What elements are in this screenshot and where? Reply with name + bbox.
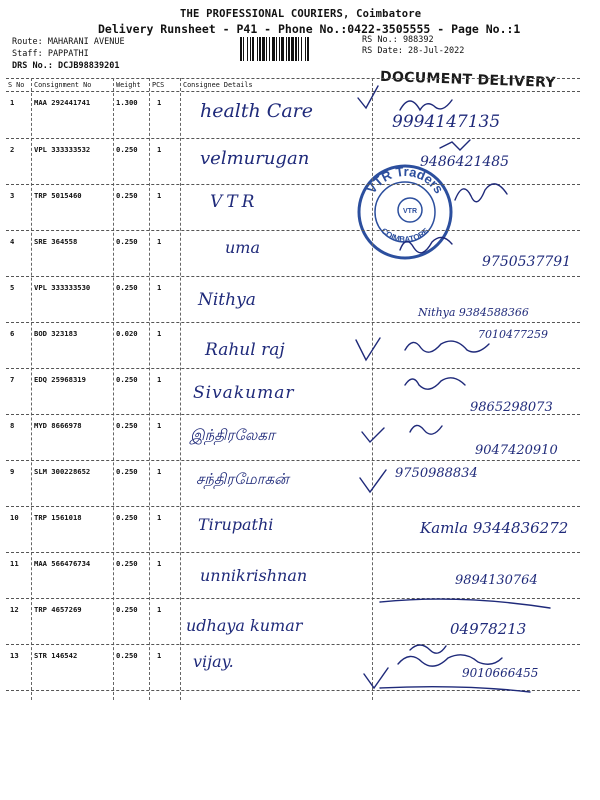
row-consignee: VTR [210,192,259,212]
row-consignment: EDQ 25968319 [34,375,86,384]
row-pcs: 1 [157,237,162,246]
row-consignment: STR 146542 [34,651,78,660]
row-sno: 8 [10,421,15,430]
svg-text:VTR Traders: VTR Traders [363,163,447,197]
barcode-bar [279,37,280,61]
row-delivery: 9894130764 [455,573,538,588]
row-consignment: TRP 5015460 [34,191,82,200]
row-rule [6,138,580,139]
drs-number: DRS No.: DCJB98839201 [12,61,120,71]
row-rule [6,184,580,185]
row-weight: 1.300 [116,98,138,107]
row-sno: 6 [10,329,15,338]
row-rule [6,506,580,507]
row-weight: 0.250 [116,191,138,200]
row-consignee: unnikrishnan [200,566,308,585]
staff-label: Staff: PAPPATHI [12,49,89,59]
row-pcs: 1 [157,421,162,430]
runsheet-title: Delivery Runsheet - P41 - Phone No.:0422-3505555 - Page No.:1 [98,22,521,36]
row-consignee: சந்திரமோகன் [196,470,289,488]
barcode-bar [291,37,294,61]
barcode [240,37,352,61]
col-divider [149,78,150,700]
sig-scribble [405,378,465,389]
row-weight: 0.250 [116,467,138,476]
barcode-bar [307,37,309,61]
barcode-bar [269,37,270,61]
row-delivery: 9486421485 [420,154,510,170]
row-weight: 0.250 [116,237,138,246]
col-divider [31,78,32,700]
row-consignee: Tirupathi [198,515,274,534]
row-consignment: SRE 364558 [34,237,78,246]
row-sno: 3 [10,191,15,200]
row-consignee: இந்திரலேகா [190,426,275,444]
row-sno: 1 [10,98,15,107]
row-pcs: 1 [157,145,162,154]
sig-scribble [405,341,489,352]
sig-scribble [410,645,446,653]
col-divider [372,78,373,700]
col-sno: S No [8,81,25,89]
row-weight: 0.250 [116,145,138,154]
rs-number: RS No.: 988392 [362,35,434,45]
row-weight: 0.250 [116,651,138,660]
row-delivery: 9750988834 [395,466,478,481]
barcode-bar [259,37,261,61]
row-rule [6,368,580,369]
row-rule [6,276,580,277]
barcode-bar [243,37,244,61]
row-delivery: 9750537791 [482,254,572,270]
sig-scribble [455,184,507,202]
route-label: Route: MAHARANI AVENUE [12,37,125,47]
col-weight: Weight [116,81,141,89]
row-delivery: Kamla 9344836272 [420,519,569,537]
row-sno: 7 [10,375,15,384]
barcode-bar [281,37,284,61]
row-pcs: 1 [157,605,162,614]
row-weight: 0.250 [116,559,138,568]
row-consignment: MAA 292441741 [34,98,91,107]
row-sno: 5 [10,283,15,292]
checkmark [356,338,380,360]
barcode-bar [298,37,299,61]
row-rule [6,552,580,553]
row-sno: 4 [10,237,15,246]
row-pcs: 1 [157,513,162,522]
row-rule [6,322,580,323]
barcode-bar [301,37,302,61]
row-consignment: TRP 1561018 [34,513,82,522]
row-weight: 0.250 [116,421,138,430]
row-pcs: 1 [157,329,162,338]
row-consignment: VPL 333333530 [34,283,91,292]
col-divider [180,78,181,700]
row-rule [6,460,580,461]
row-delivery: 9994147135 [392,112,501,132]
row-pcs: 1 [157,191,162,200]
checkmark [358,86,378,108]
document-delivery-stamp: DOCUMENT DELIVERY [379,68,557,92]
row-rule [6,690,580,691]
sig-scribble [398,655,502,666]
row-consignment: BOD 323183 [34,329,78,338]
row-delivery: 04978213 [450,620,527,638]
row-consignee: velmurugan [200,148,310,169]
row-delivery: 7010477259 [478,328,548,341]
rs-date: RS Date: 28-Jul-2022 [362,46,465,56]
row-sno: 13 [10,651,19,660]
row-rule [6,230,580,231]
barcode-bar [240,37,242,61]
sig-scribble [440,140,470,150]
barcode-bar [257,37,258,61]
row-delivery: 9047420910 [475,443,558,458]
row-consignment: MAA 566476734 [34,559,91,568]
row-consignment: TRP 4657269 [34,605,82,614]
svg-text:COIMBATORE: COIMBATORE [379,226,431,245]
row-weight: 0.020 [116,329,138,338]
row-sno: 12 [10,605,19,614]
barcode-bar [295,37,297,61]
row-delivery: 9010666455 [462,666,539,680]
row-sno: 10 [10,513,19,522]
row-pcs: 1 [157,98,162,107]
row-pcs: 1 [157,559,162,568]
barcode-bar [305,37,306,61]
checkmark [364,668,388,688]
row-consignee: Rahul raj [205,340,285,360]
row-sno: 11 [10,559,19,568]
row-sno: 9 [10,467,15,476]
row-weight: 0.250 [116,283,138,292]
sig-scribble [400,100,452,110]
barcode-bar [286,37,287,61]
row-weight: 0.250 [116,605,138,614]
row-consignee: vijay. [193,652,234,671]
sig-scribble [410,425,442,434]
row-delivery: Nithya 9384588366 [418,306,529,319]
row-pcs: 1 [157,467,162,476]
barcode-bar [262,37,265,61]
row-weight: 0.250 [116,375,138,384]
barcode-bar [247,37,248,61]
checkmark [362,428,384,442]
row-consignee: Sivakumar [193,383,295,403]
row-rule [6,414,580,415]
col-pcs: PCS [152,81,165,89]
row-consignee: uma [225,238,261,257]
table-header-rule [6,91,580,92]
col-consignment: Consignment No [34,81,92,89]
barcode-bar [266,37,267,61]
vtr-traders-seal [355,162,455,262]
barcode-bar [252,37,254,61]
row-pcs: 1 [157,283,162,292]
row-consignment: MYD 8666978 [34,421,82,430]
barcode-bar [288,37,290,61]
table-top-rule [6,78,580,79]
barcode-bar [276,37,277,61]
row-rule [6,598,580,599]
company-title: THE PROFESSIONAL COURIERS, Coimbatore [180,8,422,20]
underline-stroke [380,599,550,608]
col-consignee: Consignee Details [183,81,253,89]
row-consignee: Nithya [198,290,256,310]
row-consignment: VPL 333333532 [34,145,91,154]
row-pcs: 1 [157,375,162,384]
barcode-bar [272,37,275,61]
row-delivery: 9865298073 [470,400,553,415]
row-weight: 0.250 [116,513,138,522]
row-consignee: health Care [200,100,313,122]
col-divider [113,78,114,700]
svg-text:VTR: VTR [403,208,417,215]
row-consignment: SLM 300228652 [34,467,91,476]
row-rule [6,644,580,645]
checkmark [360,470,386,492]
row-consignee: udhaya kumar [186,616,303,635]
row-sno: 2 [10,145,15,154]
barcode-bar [250,37,251,61]
row-pcs: 1 [157,651,162,660]
